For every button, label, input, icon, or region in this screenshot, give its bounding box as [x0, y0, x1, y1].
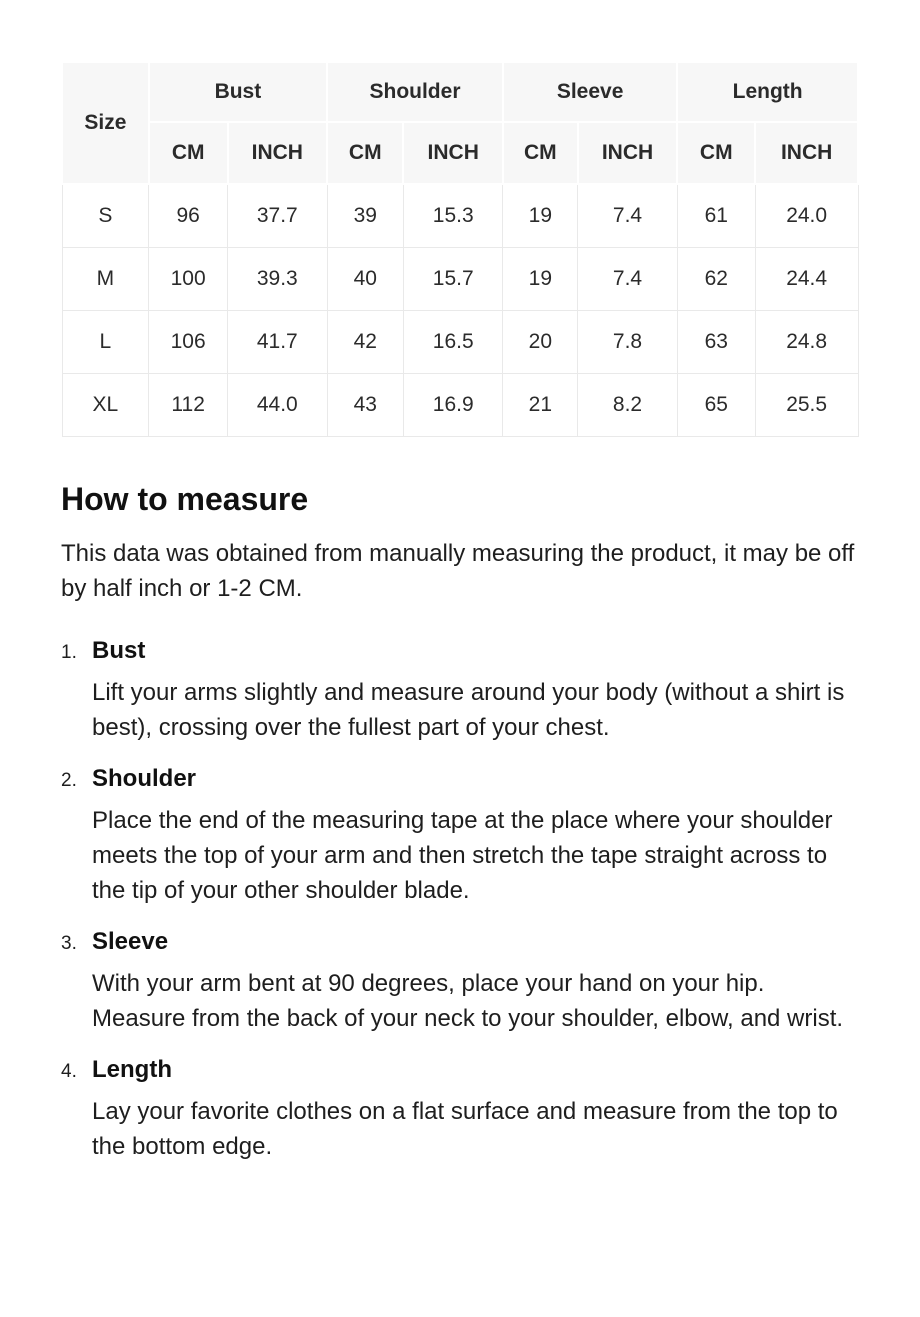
- table-row-l: [62, 310, 858, 373]
- step-description: Lift your arms slightly and measure around your body (without a shirt is best), crossing over the fullest part of your chest.: [92, 678, 845, 741]
- step-number: 2.: [61, 769, 77, 791]
- column-header-size: Size: [62, 62, 149, 184]
- measurement-cell: 43: [327, 373, 403, 436]
- size-cell: XL: [62, 373, 149, 436]
- unit-header-cm: CM: [149, 122, 228, 184]
- column-header-shoulder: Shoulder: [327, 62, 503, 122]
- size-cell: M: [62, 247, 149, 310]
- measurement-cell: 24.0: [755, 184, 858, 247]
- step-description: With your arm bent at 90 degrees, place your hand on your hip. Measure from the back of your neck to your shoulder, elbow, and wrist.: [92, 969, 844, 1032]
- measurement-cell: 21: [503, 373, 578, 436]
- list-item-sleeve: [61, 928, 859, 1036]
- size-chart-header: [62, 62, 858, 184]
- step-description: Place the end of the measuring tape at the place where your shoulder meets the top of your arm and then stretch the tape straight across to the tip of your other shoulder blade.: [92, 806, 833, 904]
- measurement-cell: 15.7: [403, 247, 503, 310]
- list-item-shoulder: [61, 765, 859, 908]
- measurement-cell: 65: [677, 373, 755, 436]
- step-number: 4.: [61, 1060, 77, 1082]
- measurement-cell: 8.2: [578, 373, 678, 436]
- measurement-cell: 100: [149, 247, 228, 310]
- measurement-cell: 37.7: [228, 184, 328, 247]
- measurement-cell: 7.8: [578, 310, 678, 373]
- measurement-cell: 24.4: [755, 247, 858, 310]
- step-term: Bust: [92, 636, 146, 664]
- column-header-length: Length: [677, 62, 858, 122]
- unit-header-inch: INCH: [228, 122, 328, 184]
- measurement-cell: 25.5: [755, 373, 858, 436]
- unit-header-inch: INCH: [755, 122, 858, 184]
- unit-header-inch: INCH: [578, 122, 678, 184]
- column-header-bust: Bust: [149, 62, 327, 122]
- how-to-measure-intro: This data was obtained from manually measuring the product, it may be off by half inch or 1-2 CM.: [61, 539, 855, 602]
- measurement-cell: 106: [149, 310, 228, 373]
- step-term: Shoulder: [92, 764, 197, 792]
- measurement-cell: 42: [327, 310, 403, 373]
- step-term: Sleeve: [92, 927, 169, 955]
- column-header-sleeve: Sleeve: [503, 62, 677, 122]
- unit-header-cm: CM: [503, 122, 578, 184]
- step-number: 3.: [61, 932, 77, 954]
- measurement-cell: 19: [503, 184, 578, 247]
- unit-header-cm: CM: [677, 122, 755, 184]
- measurement-cell: 96: [149, 184, 228, 247]
- size-chart-body: [62, 184, 858, 436]
- unit-header-inch: INCH: [403, 122, 503, 184]
- step-number: 1.: [61, 641, 77, 663]
- unit-header-cm: CM: [327, 122, 403, 184]
- measurement-cell: 39: [327, 184, 403, 247]
- measurement-cell: 63: [677, 310, 755, 373]
- how-to-measure-title: How to measure: [61, 480, 309, 517]
- measurement-cell: 39.3: [228, 247, 328, 310]
- measurement-cell: 7.4: [578, 184, 678, 247]
- measurement-cell: 7.4: [578, 247, 678, 310]
- list-item-bust: [61, 637, 859, 745]
- measurement-cell: 16.5: [403, 310, 503, 373]
- step-term: Length: [92, 1055, 172, 1083]
- measure-steps-list: [61, 637, 859, 1164]
- measurement-cell: 20: [503, 310, 578, 373]
- measurement-cell: 62: [677, 247, 755, 310]
- size-cell: S: [62, 184, 149, 247]
- table-row-m: [62, 247, 858, 310]
- step-description: Lay your favorite clothes on a flat surface and measure from the top to the bottom edge.: [92, 1097, 838, 1160]
- list-item-length: [61, 1056, 859, 1164]
- size-cell: L: [62, 310, 149, 373]
- measurement-cell: 19: [503, 247, 578, 310]
- measurement-cell: 44.0: [228, 373, 328, 436]
- measurement-cell: 15.3: [403, 184, 503, 247]
- measurement-cell: 24.8: [755, 310, 858, 373]
- measurement-cell: 40: [327, 247, 403, 310]
- measurement-cell: 61: [677, 184, 755, 247]
- size-chart-table: [61, 61, 859, 437]
- measurement-cell: 112: [149, 373, 228, 436]
- measurement-cell: 41.7: [228, 310, 328, 373]
- table-row-s: [62, 184, 858, 247]
- table-row-xl: [62, 373, 858, 436]
- measurement-cell: 16.9: [403, 373, 503, 436]
